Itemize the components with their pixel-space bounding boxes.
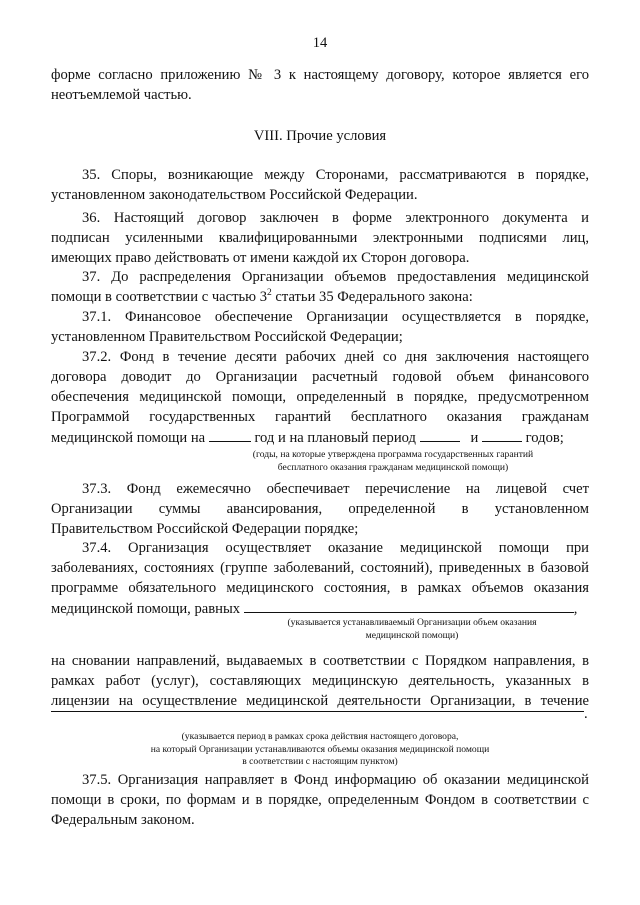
clause-37-1: [51, 307, 589, 347]
text-line: 37.5. Организация направляет в Фонд информацию об оказании медицинской: [82, 772, 589, 788]
text-line: обеспечения медицинской помощи, определенный в порядке, предусмотренном: [51, 389, 589, 405]
text-line: подписан усиленными квалифицированными электронными подписями лиц,: [51, 230, 589, 246]
intro-paragraph: [51, 65, 589, 105]
clause-37-4: [51, 538, 589, 619]
text-line: Правительством Российской Федерации порядке;: [51, 521, 359, 537]
period-blank[interactable]: [51, 711, 584, 712]
clause-37: [51, 267, 589, 307]
footnote-years: (годы, на которые утверждена программа государственных гарантий бесплатного оказания гражданам медицинской помощи): [252, 449, 534, 473]
footnote-period: (указывается период в рамках срока действия настоящего договора, на который Организации устанавливаются объемы оказания медицинской помощи в соответствии с настоящим пунктом): [150, 731, 490, 767]
volume-blank[interactable]: [244, 598, 574, 613]
period-end-mark: .: [584, 706, 588, 722]
text-line: установленном законодательством Российской Федерации.: [51, 187, 418, 203]
planning-year-blank-1[interactable]: [420, 427, 460, 442]
text-line: 36. Настоящий договор заключен в форме электронного документа и: [82, 210, 589, 226]
text-line: Программой государственных гарантий бесплатного оказания гражданам: [51, 409, 589, 425]
planning-year-blank-2[interactable]: [482, 427, 522, 442]
text-line: 37.3. Фонд ежемесячно обеспечивает перечисление на лицевой счет: [82, 481, 589, 497]
clause-37-3: [51, 479, 589, 539]
text-line-with-blanks: медицинской помощи на год и на плановый период и годов;: [51, 427, 589, 448]
text-line: помощи в сроки, по формам и в порядке, определенным Фондом в соответствии с: [51, 792, 589, 808]
clause-37-2: [51, 347, 589, 448]
text-line: договора доводит до Организации расчетный годовой объем финансового: [51, 369, 589, 385]
text-line: неотъемлемой частью.: [51, 87, 192, 103]
text-line: 37.2. Фонд в течение десяти рабочих дней со дня заключения настоящего: [82, 349, 589, 365]
clause-37-4-continued: [51, 651, 589, 711]
text-line: программе обязательного медицинского состояния, в рамках объемов оказания: [51, 580, 589, 596]
text-line: Федеральным законом.: [51, 812, 195, 828]
text-line: лицензии на осуществление медицинской деятельности Организации, в течение: [51, 693, 589, 709]
text-line: форме согласно приложению № 3 к настоящему договору, которое является его: [51, 67, 589, 83]
text-line: 37.1. Финансовое обеспечение Организации осуществляется в порядке,: [82, 309, 589, 325]
year-blank[interactable]: [209, 427, 251, 442]
text-line: Организации суммы авансирования, определенной в установленном: [51, 501, 589, 517]
text-line: имеющих право действовать от имени каждой их Сторон договора.: [51, 250, 470, 266]
superscript: 2: [267, 288, 272, 299]
footnote-volume: (указывается устанавливаемый Организации объем оказания медицинской помощи): [287, 617, 537, 641]
clause-35: [51, 165, 589, 205]
text-line-with-blank: медицинской помощи, равных ,: [51, 598, 589, 619]
text-line: на сновании направлений, выдаваемых в соответствии с Порядком направления, в: [51, 653, 589, 669]
text-line: установленном Правительством Российской Федерации;: [51, 329, 403, 345]
text-line: 37. До распределения Организации объемов предоставления медицинской: [82, 269, 589, 285]
text-line: 35. Споры, возникающие между Сторонами, рассматриваются в порядке,: [82, 167, 589, 183]
page-number: 14: [312, 35, 328, 51]
text-line: помощи в соответствии с частью $3^2$ статьи 35 Федерального закона:: [51, 288, 473, 305]
clause-36: [51, 208, 589, 268]
text-line: заболеваниях, состояниях (группе заболеваний, состояний), приведенных в базовой: [51, 560, 589, 576]
section-heading: VIII. Прочие условия: [253, 128, 387, 144]
clause-37-5: [51, 770, 589, 830]
text-line: рамках работ (услуг), составляющих медицинскую деятельность, указанных в: [51, 673, 589, 689]
text-line: 37.4. Организация осуществляет оказание медицинской помощи при: [82, 540, 589, 556]
